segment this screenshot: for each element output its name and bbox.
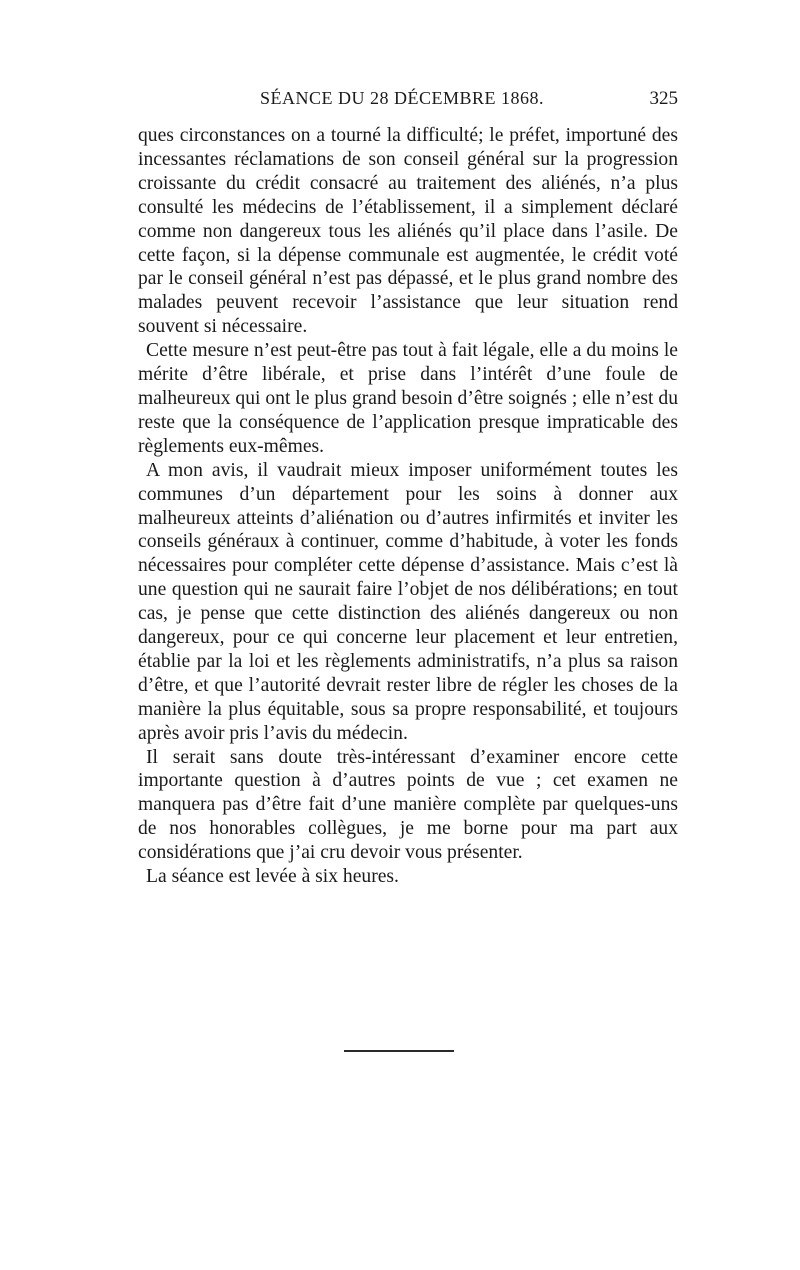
running-title: SÉANCE DU 28 DÉCEMBRE 1868. [260, 88, 545, 108]
paragraph-3: A mon avis, il vaudrait mieux imposer uniformément toutes les communes d’un département pour les soins à donner aux malheureux atteints d’aliénation ou d’autres infirmités et inviter les conseils généraux à continuer, comme d’habitude, à voter les fonds nécessaires pour compléter cette dépense d’assistance. Mais c’est là une question qui ne saurait faire l’objet de nos délibérations; en tout cas, je pense que cette distinction des aliénés dangereux ou non dangereux, pour ce qui concerne leur placement et leur entretien, établie par la loi et les règlements administratifs, n’a plus sa raison d’être, et que l’autorité devrait rester libre de régler les choses de la manière la plus équitable, sous sa propre responsabilité, et toujours après avoir pris l’avis du médecin. [138, 459, 678, 744]
paragraph-2: Cette mesure n’est peut-être pas tout à fait légale, elle a du moins le mérite d’être libérale, et prise dans l’intérêt d’une foule de malheureux qui ont le plus grand besoin d’être soignés ; elle n’est du reste que la conséquence de l’application presque impraticable des règlements eux-mêmes. [138, 340, 678, 457]
paragraph-1: ques circonstances on a tourné la difficulté; le préfet, importuné des incessantes réclamations de son conseil général sur la progression croissante du crédit consacré au traitement des aliénés, n’a plus consulté les médecins de l’établissement, il a simplement déclaré comme non dangereux tous les aliénés qu’il place dans l’asile. De cette façon, si la dépense communale est augmentée, le crédit voté par le conseil général n’est pas dépassé, et le plus grand nombre des malades peuvent recevoir l’assistance que leur situation rend souvent si nécessaire. [138, 125, 678, 338]
closing-line: La séance est levée à six heures. [146, 866, 399, 888]
paragraph-4: Il serait sans doute très-intéressant d’examiner encore cette importante question à d’autres points de vue ; cet examen ne manquera pas d’être fait d’une manière complète par quelques-uns de nos honorables collègues, je me borne pour ma part aux considérations que j’ai cru devoir vous présenter. [138, 746, 678, 864]
body-text [138, 124, 678, 889]
end-rule [344, 1050, 454, 1052]
page-header [138, 88, 678, 118]
page-number: 325 [649, 88, 678, 109]
